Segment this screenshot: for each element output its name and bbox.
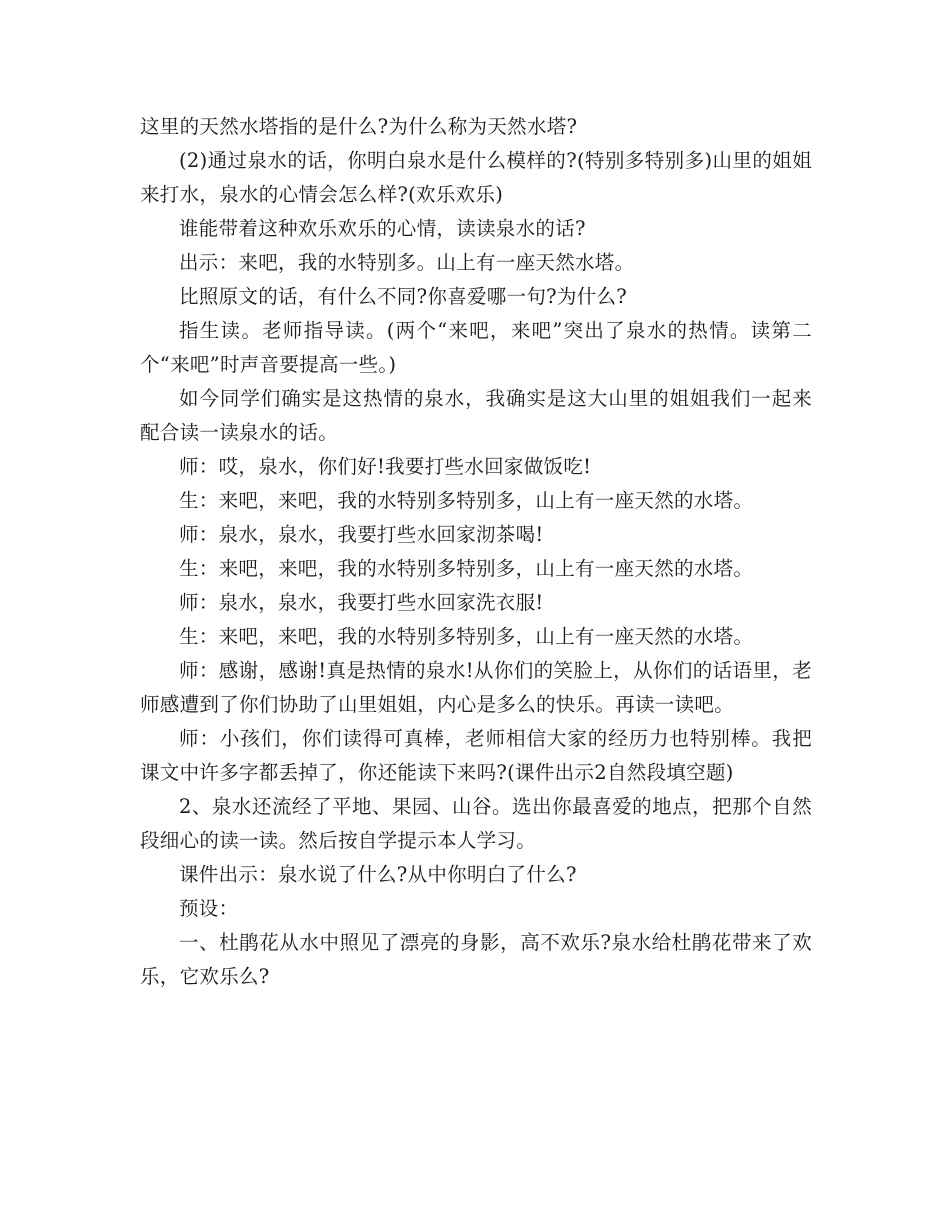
paragraph-3: 谁能带着这种欢乐欢乐的心情，读读泉水的话? — [179, 217, 586, 240]
paragraph-18: 预设： — [179, 897, 239, 920]
paragraph-13: 生：来吧，来吧，我的水特别多特别多，山上有一座天然的水塔。 — [179, 625, 754, 648]
paragraph-12: 师：泉水，泉水，我要打些水回家洗衣服! — [179, 591, 544, 614]
document-page — [140, 110, 812, 994]
paragraph-15: 师：小孩们，你们读得可真棒，老师相信大家的经历力也特别棒。我把课文中许多字都丢掉了，你还能读下来吗?(课件出示2自然段填空题) — [140, 727, 812, 784]
paragraph-10: 师：泉水，泉水，我要打些水回家沏茶喝! — [179, 523, 544, 546]
paragraph-2: (2)通过泉水的话，你明白泉水是什么模样的?(特别多特别多)山里的姐姐来打水，泉水的心情会怎么样?(欢乐欢乐) — [140, 149, 812, 206]
paragraph-16: 2、泉水还流经了平地、果园、山谷。选出你最喜爱的地点，把那个自然段细心的读一读。然后按自学提示本人学习。 — [140, 795, 812, 852]
paragraph-17: 课件出示：泉水说了什么?从中你明白了什么? — [179, 863, 577, 886]
paragraph-19: 一、杜鹃花从水中照见了漂亮的身影，高不欢乐?泉水给杜鹃花带来了欢乐，它欢乐么? — [140, 931, 812, 988]
paragraph-1: 这里的天然水塔指的是什么?为什么称为天然水塔? — [140, 115, 578, 138]
paragraph-5: 比照原文的话，有什么不同?你喜爱哪一句?为什么? — [179, 285, 628, 308]
paragraph-4: 出示：来吧，我的水特别多。山上有一座天然水塔。 — [179, 251, 635, 274]
paragraph-11: 生：来吧，来吧，我的水特别多特别多，山上有一座天然的水塔。 — [179, 557, 754, 580]
paragraph-14: 师：感谢，感谢!真是热情的泉水!从你们的笑脸上，从你们的话语里，老师感遭到了你们协助了山里姐姐，内心是多么的快乐。再读一读吧。 — [140, 659, 812, 716]
paragraph-8: 师：哎，泉水，你们好!我要打些水回家做饭吃! — [179, 455, 592, 478]
paragraph-9: 生：来吧，来吧，我的水特别多特别多，山上有一座天然的水塔。 — [179, 489, 754, 512]
paragraph-6: 指生读。老师指导读。(两个“来吧，来吧”突出了泉水的热情。读第二个“来吧”时声音要提高一些。) — [140, 319, 812, 376]
paragraph-7: 如今同学们确实是这热情的泉水，我确实是这大山里的姐姐我们一起来配合读一读泉水的话。 — [140, 387, 812, 444]
